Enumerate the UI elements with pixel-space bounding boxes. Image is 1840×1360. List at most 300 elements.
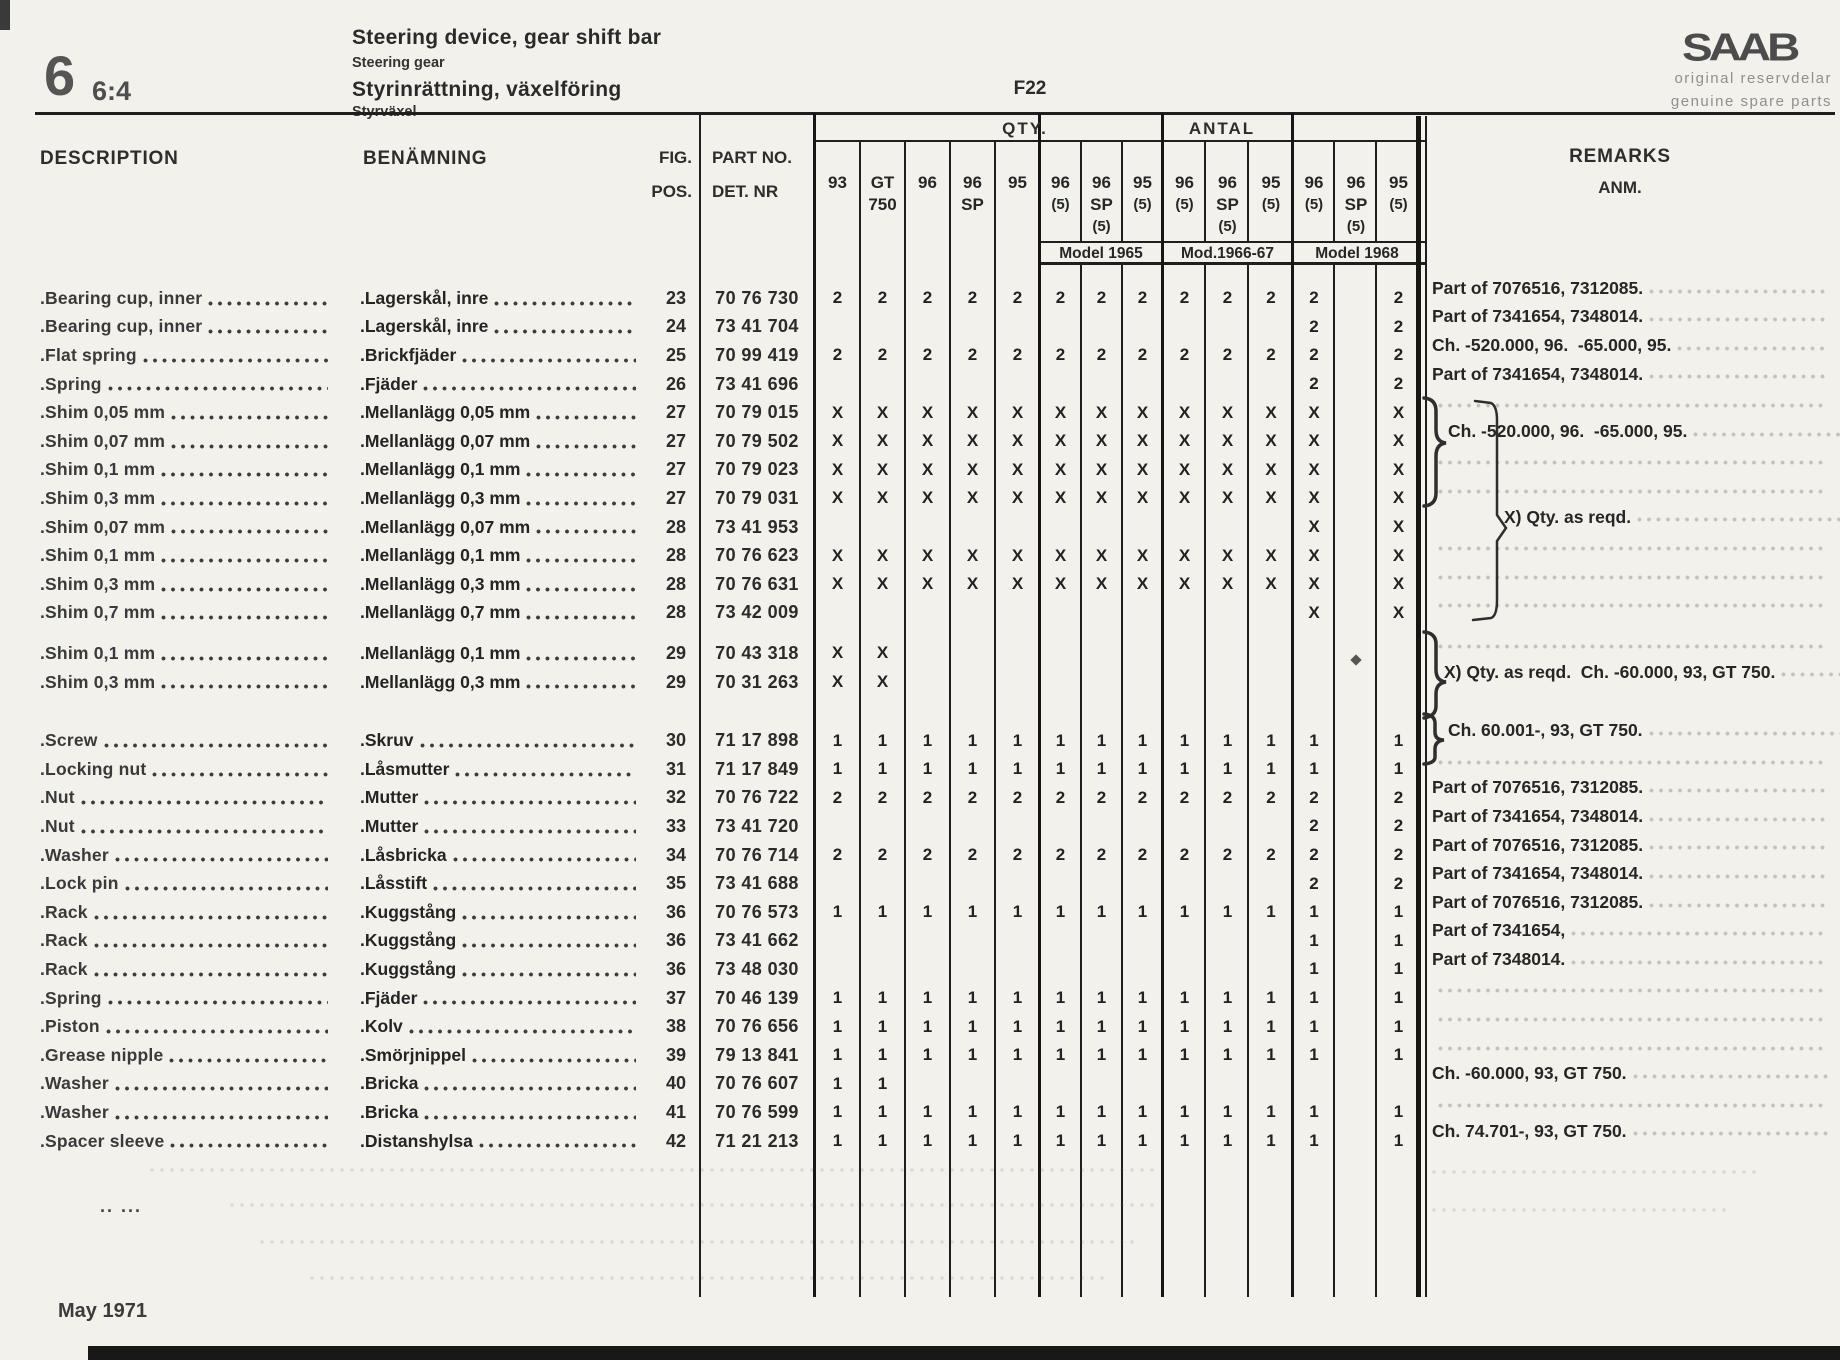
dot-leader [104, 743, 328, 748]
fig-pos-cell: 27 [665, 459, 686, 480]
qty-cell: X [1221, 431, 1234, 451]
qty-cell: 1 [1266, 1045, 1276, 1065]
qty-cell: X [1392, 545, 1405, 565]
qty-cell: X [1265, 488, 1277, 508]
qty-cell: 1 [1179, 1102, 1190, 1122]
remark-cell [1432, 331, 1832, 360]
dot-leader [526, 501, 636, 506]
qty-cell: 1 [1393, 902, 1404, 922]
qty-cell: 1 [877, 1073, 888, 1093]
scan-dotted-line [1432, 1170, 1762, 1174]
dot-leader [161, 684, 328, 689]
benamning-text: .Mellanlägg 0,07 mm [360, 430, 531, 451]
qty-cell: 1 [1222, 1131, 1233, 1151]
qty-cell: 1 [1179, 759, 1190, 779]
description-cell [40, 484, 332, 513]
description-cell [40, 898, 332, 927]
qty-cell: X [1136, 402, 1149, 422]
dot-leader [115, 1086, 328, 1091]
section-code: 6:4 [92, 76, 132, 106]
qty-cell: 1 [1222, 730, 1233, 750]
qty-cell: 1 [1393, 1016, 1404, 1036]
qty-cell: X [1095, 574, 1108, 594]
qty-cell: 1 [1393, 759, 1404, 779]
benamning-cell [360, 570, 640, 599]
benamning-cell [360, 984, 640, 1013]
qty-cell: 1 [1393, 730, 1404, 750]
footer-date: May 1971 [58, 1300, 147, 1322]
description-text: .Piston [40, 1016, 100, 1037]
qty-column-header-line: 93 [828, 173, 847, 192]
fig-pos-cell: 28 [665, 545, 686, 566]
benamning-text: .Skruv [360, 730, 414, 751]
dot-leader [94, 915, 328, 920]
qty-cell: 2 [1179, 288, 1190, 308]
dot-leader [161, 472, 328, 477]
description-cell [40, 456, 332, 485]
qty-cell: X [1011, 402, 1024, 422]
description-text: .Washer [40, 1101, 109, 1122]
dot-leader [526, 472, 636, 477]
qty-cell: X [1178, 402, 1191, 422]
part-number-cell: 73 41 704 [715, 316, 799, 337]
qty-cell: 2 [1393, 288, 1404, 308]
qty-cell: 2 [1266, 345, 1276, 365]
qty-cell: 2 [1137, 288, 1148, 308]
fig-pos-cell: 40 [665, 1073, 686, 1094]
description-cell [40, 541, 332, 570]
remark-text: Part of 7341654, 7348014. [1432, 863, 1644, 884]
qty-cell: 2 [1309, 873, 1319, 893]
qty-cell: 1 [1179, 902, 1190, 922]
description-text: .Shim 0,1 mm [40, 642, 156, 663]
qty-cell: 1 [1393, 1131, 1404, 1151]
description-text: .Screw [40, 730, 98, 751]
qty-cell: X [831, 402, 844, 422]
qty-column-header-line: (5) [1092, 218, 1111, 235]
remark-cell [1432, 917, 1832, 946]
qty-cell: 1 [1393, 1102, 1404, 1122]
qty-column-header [1040, 172, 1081, 216]
remark-cell [1432, 802, 1832, 831]
description-cell [40, 284, 332, 313]
part-number-cell: 70 76 631 [715, 573, 799, 594]
dot-leader [1438, 1103, 1828, 1108]
part-number-cell: 70 76 623 [715, 545, 799, 566]
qty-column-header-line: (5) [1175, 196, 1194, 213]
dot-leader [462, 972, 636, 977]
qty-cell: 2 [832, 845, 843, 865]
col-header-fig: FIG. [658, 148, 692, 167]
qty-cell: 1 [877, 759, 888, 779]
qty-cell: 1 [1096, 988, 1107, 1008]
fig-pos-cell: 34 [665, 844, 686, 865]
qty-cell: 1 [877, 902, 888, 922]
part-number-cell: 70 76 573 [715, 901, 799, 922]
fig-pos-cell: 41 [665, 1101, 686, 1122]
qty-cell: 2 [1055, 345, 1066, 365]
dot-leader [423, 386, 636, 391]
description-text: .Flat spring [40, 344, 137, 365]
qty-cell: X [1178, 545, 1191, 565]
description-cell [40, 570, 332, 599]
fig-pos-cell: 35 [665, 873, 686, 894]
benamning-cell [360, 484, 640, 513]
qty-cell: 2 [1096, 345, 1107, 365]
dot-leader [161, 558, 328, 563]
benamning-cell [360, 341, 640, 370]
qty-cell: X [1011, 545, 1024, 565]
dot-leader [536, 444, 636, 449]
benamning-text: .Fjäder [360, 373, 418, 394]
description-cell [40, 812, 332, 841]
dot-leader [161, 501, 328, 506]
qty-column-header-line: SP [1090, 195, 1113, 214]
benamning-text: .Kuggstång [360, 930, 457, 951]
qty-cell: X [966, 574, 979, 594]
scan-dotted-line [150, 1168, 1160, 1172]
qty-cell: 2 [877, 288, 888, 308]
qty-cell: X [1308, 602, 1320, 622]
description-cell [40, 1127, 332, 1156]
qty-cell: 1 [1393, 1045, 1404, 1065]
benamning-cell [360, 1012, 640, 1041]
qty-column-header-line: (5) [1346, 218, 1366, 235]
qty-cell: X [1136, 431, 1149, 451]
qty-cell: 2 [1393, 345, 1404, 365]
qty-column-header-line: (5) [1304, 196, 1324, 213]
dot-leader [424, 1086, 636, 1091]
qty-cell: 2 [1179, 845, 1190, 865]
dot-leader [81, 829, 328, 834]
description-text: .Shim 0,1 mm [40, 545, 156, 566]
qty-cell: 1 [1055, 1131, 1066, 1151]
qty-cell: X [966, 545, 979, 565]
qty-cell: 2 [1393, 845, 1404, 865]
qty-cell: 2 [1266, 787, 1276, 807]
qty-cell: X [966, 488, 979, 508]
dot-leader [526, 656, 636, 661]
qty-column-header [1163, 172, 1206, 216]
saab-logo: SAAB [1682, 24, 1797, 70]
scan-edge-artifact [0, 0, 10, 30]
qty-cell: 2 [922, 288, 933, 308]
qty-cell: 1 [1012, 1102, 1023, 1122]
qty-cell: 1 [1096, 730, 1107, 750]
qty-column-header [905, 172, 950, 194]
benamning-cell [360, 668, 640, 697]
qty-cell: 1 [1012, 1045, 1023, 1065]
part-number-cell: 70 76 607 [715, 1073, 799, 1094]
qty-cell: X [1392, 402, 1405, 422]
qty-cell: 1 [832, 759, 843, 779]
description-cell [40, 427, 332, 456]
qty-cell: 2 [1393, 316, 1404, 336]
remark-cell [1432, 1088, 1832, 1117]
model-band-top-rule [1038, 241, 1427, 243]
description-cell [40, 984, 332, 1013]
dot-leader [1649, 903, 1828, 908]
description-cell [40, 927, 332, 956]
brace-shims-29 [1424, 632, 1446, 718]
qty-cell: X [1392, 602, 1405, 622]
qty-cell: X [1054, 402, 1067, 422]
dot-leader [161, 615, 328, 620]
qty-cell: X [1095, 545, 1108, 565]
dot-leader [1649, 374, 1828, 379]
qty-cell: 1 [832, 1131, 843, 1151]
benamning-text: .Mutter [360, 787, 419, 808]
qty-column-header-line: 96 [1218, 173, 1237, 192]
qty-column-header-line: (5) [1133, 196, 1152, 213]
description-text: .Bearing cup, inner [40, 287, 203, 308]
dot-leader [1677, 346, 1828, 351]
dot-leader [1637, 517, 1840, 522]
fig-pos-cell: 29 [665, 671, 686, 692]
qty-cell: 1 [832, 730, 843, 750]
page-title-sv: Styrinrättning, växelföring [352, 78, 622, 101]
qty-cell: 1 [1012, 759, 1023, 779]
qty-cell: 2 [967, 845, 978, 865]
qty-cell: X [1178, 459, 1191, 479]
qty-cell: X [1221, 402, 1234, 422]
qty-cell: 1 [922, 730, 933, 750]
qty-cell: X [966, 459, 979, 479]
benamning-cell [360, 955, 640, 984]
qty-column-header [1293, 172, 1335, 216]
qty-cell: 1 [1179, 988, 1190, 1008]
description-cell [40, 370, 332, 399]
remark-text: Part of 7341654, 7348014. [1432, 805, 1644, 826]
dot-leader [1438, 1046, 1828, 1051]
description-cell [40, 841, 332, 870]
qty-cell: 2 [1309, 316, 1319, 336]
scan-bottom-bar [88, 1346, 1840, 1360]
dot-leader [1438, 1017, 1828, 1022]
qty-cell: 1 [1222, 1045, 1233, 1065]
col-header-partno: PART NO. [712, 148, 792, 167]
dot-leader [536, 415, 636, 420]
col-header-pos: POS. [651, 182, 692, 201]
col-header-benamning: BENÄMNING [363, 148, 488, 169]
header-rule [35, 112, 1835, 115]
logo-subtitle-en: genuine spare parts [1670, 93, 1832, 110]
remark-text: Ch. 74.701-, 93, GT 750. [1432, 1120, 1627, 1141]
fig-pos-cell: 39 [665, 1044, 686, 1065]
dot-leader [170, 1143, 328, 1148]
qty-cell: 1 [1309, 959, 1319, 979]
part-number-cell: 70 76 722 [715, 787, 799, 808]
dot-leader [143, 358, 328, 363]
qty-cell: X [1054, 431, 1067, 451]
description-cell [40, 726, 332, 755]
qty-cell: 2 [967, 787, 978, 807]
qty-cell: 1 [1055, 730, 1066, 750]
qty-cell: 1 [1179, 1016, 1190, 1036]
qty-cell: 1 [1137, 1131, 1148, 1151]
qty-cell: 2 [1222, 345, 1233, 365]
part-number-cell: 73 41 688 [715, 873, 799, 894]
fig-pos-cell: 32 [665, 787, 686, 808]
description-text: .Lock pin [40, 873, 119, 894]
fig-pos-cell: 24 [665, 316, 686, 337]
part-number-cell: 70 31 263 [715, 671, 799, 692]
description-text: .Locking nut [40, 758, 147, 779]
qty-cell: 2 [922, 845, 933, 865]
benamning-cell [360, 541, 640, 570]
qty-cell: 2 [1096, 787, 1107, 807]
qty-cell: 2 [1222, 288, 1233, 308]
qty-cell: X [831, 431, 844, 451]
qty-column-header [1081, 172, 1122, 238]
fig-pos-cell: 33 [665, 815, 686, 836]
benamning-cell [360, 1070, 640, 1099]
benamning-cell [360, 284, 640, 313]
scan-mark: .. ... [100, 1196, 143, 1216]
model-group-1966-67: Mod.1966-67 [1180, 245, 1275, 262]
qty-cell: 2 [1012, 288, 1023, 308]
benamning-cell [360, 784, 640, 813]
qty-column-header [995, 172, 1040, 194]
fig-pos-cell: 23 [665, 287, 686, 308]
qty-cell: 1 [1096, 1045, 1107, 1065]
qty-cell: 1 [877, 1045, 888, 1065]
dot-leader [462, 943, 636, 948]
benamning-cell [360, 841, 640, 870]
qty-cell: 1 [1222, 988, 1233, 1008]
description-text: .Shim 0,07 mm [40, 516, 166, 537]
qty-cell: X [921, 488, 934, 508]
qty-column-header-line: 96 [1051, 173, 1070, 192]
dot-leader [494, 301, 636, 306]
qty-cell: X [1221, 488, 1234, 508]
qty-cell: 1 [922, 988, 933, 1008]
dot-leader [1438, 988, 1828, 993]
qty-cell: 2 [1055, 845, 1066, 865]
description-text: .Spring [40, 373, 102, 394]
col-header-antal: ANTAL [1188, 119, 1256, 138]
part-number-cell: 71 21 213 [715, 1130, 799, 1151]
part-number-cell: 73 48 030 [715, 958, 799, 979]
qty-cell: 1 [1309, 988, 1319, 1008]
part-number-cell: 73 41 662 [715, 930, 799, 951]
dot-leader [1571, 960, 1828, 965]
qty-cell: 1 [1137, 902, 1148, 922]
qty-cell: 1 [922, 1045, 933, 1065]
qty-cell: X [1178, 574, 1191, 594]
qty-cell: 2 [1309, 288, 1319, 308]
fig-pos-cell: 27 [665, 487, 686, 508]
qty-cell: 2 [1393, 374, 1404, 394]
qty-column-header-line: SP [1344, 195, 1368, 214]
qty-cell: X [1265, 431, 1277, 451]
benamning-text: .Lagerskål, inre [360, 287, 489, 308]
qty-cell: 1 [1309, 1102, 1319, 1122]
dot-leader [108, 386, 328, 391]
model-group-1968: Model 1968 [1315, 245, 1399, 262]
fig-pos-cell: 36 [665, 958, 686, 979]
qty-cell: X [1095, 402, 1108, 422]
qty-column-header-line: 95 [1261, 173, 1281, 192]
qty-cell: X [1178, 431, 1191, 451]
dot-leader [125, 886, 328, 891]
qty-cell: 1 [1055, 1045, 1066, 1065]
qty-cell: 2 [1012, 845, 1023, 865]
remark-cell [1432, 303, 1832, 332]
benamning-cell [360, 370, 640, 399]
description-text: .Spring [40, 987, 102, 1008]
qty-cell: X [966, 402, 979, 422]
remark-text: Ch. -520.000, 96. -65.000, 95. [1432, 334, 1672, 355]
fig-pos-cell: 37 [665, 987, 686, 1008]
part-number-cell: 73 42 009 [715, 602, 799, 623]
dot-leader [526, 558, 636, 563]
qty-cell: 1 [1096, 759, 1107, 779]
qty-cell: X [876, 672, 889, 692]
remark-cell [1432, 274, 1832, 303]
qty-cell: X [921, 459, 934, 479]
description-text: .Shim 0,1 mm [40, 459, 156, 480]
qty-cell: 1 [1137, 1045, 1148, 1065]
dot-leader [462, 358, 636, 363]
qty-cell: 2 [1266, 845, 1276, 865]
part-number-cell: 70 79 031 [715, 487, 799, 508]
part-number-cell: 73 41 720 [715, 815, 799, 836]
qty-cell: X [1265, 459, 1277, 479]
scan-dotted-line [230, 1203, 1160, 1207]
fig-pos-cell: 25 [665, 344, 686, 365]
dot-leader [1649, 845, 1828, 850]
qty-cell: 2 [1309, 816, 1319, 836]
dot-leader [479, 1143, 636, 1148]
part-number-cell: 70 76 656 [715, 1016, 799, 1037]
remark-cell [1432, 1002, 1832, 1031]
remark-text: Part of 7348014. [1432, 948, 1566, 969]
qty-cell: 1 [1137, 730, 1148, 750]
fig-pos-cell: 27 [665, 402, 686, 423]
qty-cell: X [1392, 517, 1405, 537]
qty-cell: 1 [832, 1073, 843, 1093]
scan-dotted-line [260, 1240, 1140, 1244]
dot-leader [424, 1115, 636, 1120]
remark-text: Ch. 60.001-, 93, GT 750. [1448, 720, 1643, 741]
benamning-text: .Mellanlägg 0,3 mm [360, 671, 521, 692]
dot-leader [1649, 317, 1828, 322]
remark-cell [1432, 1117, 1832, 1146]
qty-cell: 1 [967, 730, 978, 750]
description-cell [40, 599, 332, 628]
description-cell [40, 313, 332, 342]
qty-cell: X [1308, 459, 1320, 479]
qty-cell: 1 [832, 902, 843, 922]
part-number-cell: 70 76 714 [715, 844, 799, 865]
qty-column-header-line: 96 [1304, 173, 1324, 192]
dot-leader [106, 1029, 328, 1034]
benamning-cell [360, 599, 640, 628]
benamning-cell [360, 812, 640, 841]
col-header-remarks: REMARKS [1569, 146, 1671, 167]
dot-leader [526, 684, 636, 689]
table-row [0, 661, 1840, 697]
qty-cell: 2 [967, 345, 978, 365]
benamning-cell [360, 513, 640, 542]
qty-cell: X [831, 545, 844, 565]
benamning-text: .Lagerskål, inre [360, 316, 489, 337]
remark-cell [1432, 974, 1832, 1003]
qty-column-header-line: (5) [1218, 218, 1237, 235]
qty-cell: 2 [1055, 787, 1066, 807]
qty-cell: 1 [922, 759, 933, 779]
